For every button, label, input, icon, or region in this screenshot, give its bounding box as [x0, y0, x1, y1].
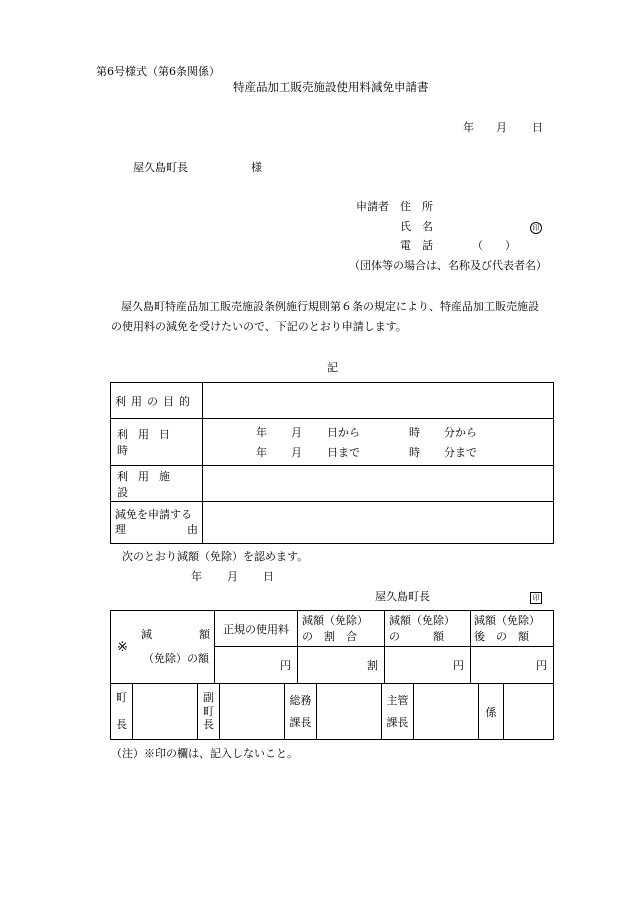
amount-header: 減額（免除） の 額 [385, 611, 471, 647]
approval-text: 次のとおり減額（免除）を認めます。 [122, 550, 309, 563]
fukucho-label: 副町長 [198, 684, 220, 740]
rate-header: 減額（免除） の 割 合 [298, 611, 385, 647]
from-month: 月 [291, 426, 302, 439]
reduce-amount: （免除）の額 [143, 652, 209, 665]
body-text-line-2: の使用料の減免を受けたいので、下記のとおり申請します。 [111, 320, 407, 333]
date-day: 日 [532, 121, 543, 134]
addressee-name: 屋久島町長 [133, 161, 188, 174]
ki-heading: 記 [327, 361, 338, 374]
purpose-label: 利用の目的 [111, 383, 203, 419]
from-hour: 時 [409, 426, 420, 439]
fukucho-stamp[interactable] [220, 684, 285, 740]
reason-field[interactable] [203, 502, 554, 544]
approval-stamp-table [110, 683, 554, 740]
to-year: 年 [256, 446, 267, 459]
amount-field[interactable]: 円 [385, 647, 471, 684]
to-month: 月 [291, 446, 302, 459]
rate-field[interactable]: 割 [298, 647, 385, 684]
body-text-line-1: 屋久島町特産品加工販売施設条例施行規則第６条の規定により、特産品加工販売施設 [121, 300, 539, 313]
somu-label: 総務課長 [285, 684, 317, 740]
regular-fee-header: 正規の使用料 [215, 611, 298, 647]
facility-label: 利用施設 [111, 466, 203, 502]
datetime-label: 利用日時 [111, 419, 203, 466]
applicant-note: （団体等の場合は、名称及び代表者名） [349, 259, 547, 272]
to-hour: 時 [409, 446, 420, 459]
reduce-b: 額 [199, 628, 210, 641]
date-month: 月 [496, 121, 507, 134]
shukan-stamp[interactable] [414, 684, 479, 740]
after-field[interactable]: 円 [471, 647, 554, 684]
form-number: 第6号様式（第6条関係） [96, 65, 220, 78]
kakari-label: 係 [479, 684, 504, 740]
regular-fee-field[interactable]: 円 [215, 647, 298, 684]
date-year: 年 [463, 121, 474, 134]
to-day: 日まで [327, 446, 360, 459]
reduction-table [110, 610, 554, 684]
addressee-honorific: 様 [251, 161, 262, 174]
mark-symbol: ※ [117, 640, 128, 655]
shukan-label: 主管課長 [382, 684, 414, 740]
from-minute: 分から [444, 426, 477, 439]
from-year: 年 [256, 426, 267, 439]
official-seal-icon: 印 [530, 591, 542, 604]
somu-stamp[interactable] [317, 684, 382, 740]
applicant-label: 申請者 [356, 200, 389, 213]
cho-label: 町長 [111, 684, 133, 740]
approval-month: 月 [227, 570, 238, 583]
cho-stamp[interactable] [133, 684, 198, 740]
approval-year: 年 [191, 570, 202, 583]
seal-icon: 印 [530, 221, 542, 234]
datetime-field[interactable] [203, 419, 554, 466]
name-label: 氏 名 [400, 220, 433, 233]
approval-day: 日 [263, 570, 274, 583]
reason-label: 減免を申請する 理 由 [111, 502, 203, 544]
approval-mayor: 屋久島町長 [375, 590, 430, 603]
reduce-a: 減 [141, 628, 152, 641]
kakari-stamp[interactable] [504, 684, 554, 740]
after-header: 減額（免除） 後 の 額 [471, 611, 554, 647]
phone-parens: （ ） [472, 239, 516, 252]
from-day: 日から [327, 426, 360, 439]
footnote: （注）※印の欄は、記入しないこと。 [111, 747, 298, 760]
address-label: 住 所 [400, 200, 433, 213]
purpose-field[interactable] [203, 383, 554, 419]
phone-label: 電 話 [400, 239, 433, 252]
form-title: 特産品加工販売施設使用料減免申請書 [233, 80, 429, 94]
application-table [110, 382, 554, 544]
reduction-label [111, 611, 215, 684]
to-minute: 分まで [444, 446, 477, 459]
facility-field[interactable] [203, 466, 554, 502]
